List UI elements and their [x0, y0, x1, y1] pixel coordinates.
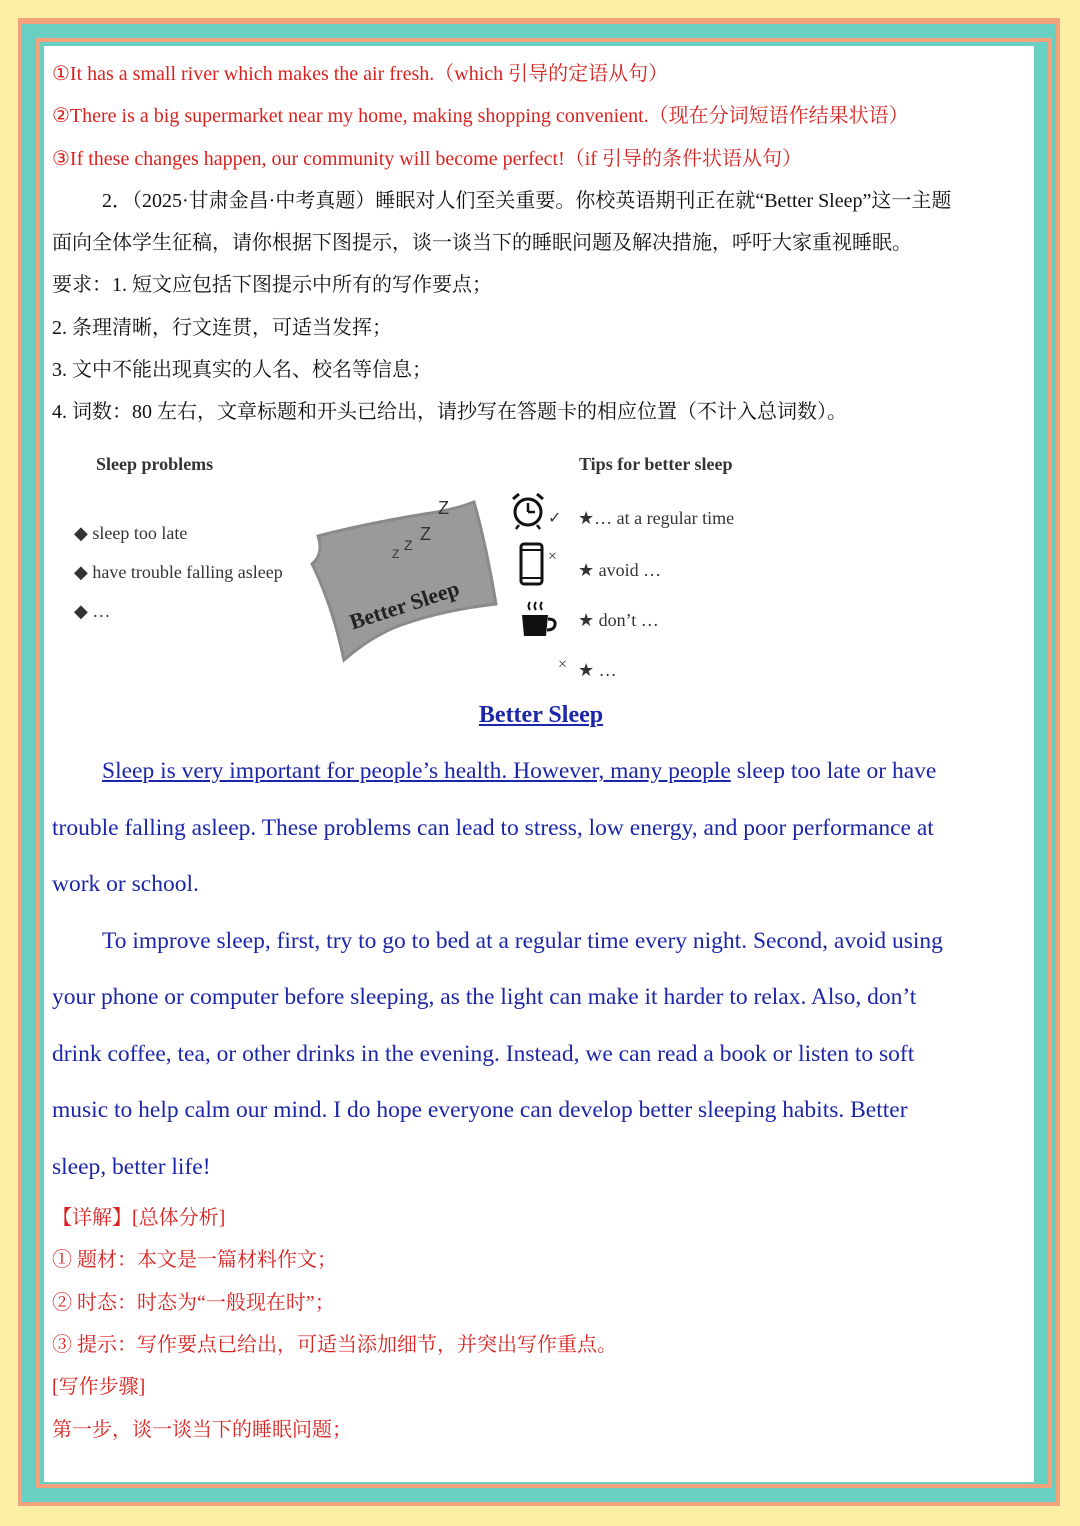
essay-paragraph-2-line-1: To improve sleep, first, try to go to bed at a regular time every night. Second, avoid using	[102, 928, 943, 954]
zzz-letter: Z	[392, 547, 400, 561]
analysis-point-2: ② 时态：时态为“一般现在时”；	[52, 1292, 335, 1314]
alarm-clock-icon	[508, 490, 548, 530]
requirement-3: 3. 文中不能出现真实的人名、校名等信息；	[52, 359, 432, 381]
analysis-point-1: ① 题材：本文是一篇材料作文；	[52, 1249, 337, 1271]
pillow-illustration	[304, 484, 504, 664]
tip-item: ★… at a regular time	[578, 508, 735, 528]
essay-line: trouble falling asleep. These problems can lead to stress, low energy, and poor performance at	[52, 815, 934, 841]
requirement-1: 要求：1. 短文应包括下图提示中所有的写作要点；	[52, 274, 492, 296]
writing-steps-header: [写作步骤]	[52, 1376, 146, 1398]
problem-item: ◆ have trouble falling asleep	[74, 562, 283, 582]
essay-paragraph-1-line-1	[102, 758, 1034, 785]
tip-item: ★ avoid …	[578, 560, 662, 580]
tips-heading: Tips for better sleep	[579, 454, 733, 474]
requirement-4: 4. 词数：80 左右，文章标题和开头已给出，请抄写在答题卡的相应位置（不计入总词数）。	[52, 401, 847, 423]
tip-item: ★ …	[578, 660, 617, 680]
tip-item: ★ don’t …	[578, 610, 659, 630]
example-sentence-2: ②There is a big supermarket near my home, making shopping convenient.（现在分词短语作结果状语）	[52, 105, 909, 127]
example-sentence-3: ③If these changes happen, our community will become perfect!（if 引导的条件状语从句）	[52, 148, 802, 170]
analysis-header: 【详解】[总体分析]	[52, 1207, 226, 1229]
essay-line: your phone or computer before sleeping, as the light can make it harder to relax. Also, don’t	[52, 984, 917, 1010]
coffee-cup-icon	[518, 598, 558, 642]
pillow-label: Better Sleep	[346, 575, 463, 635]
requirement-2: 2. 条理清晰，行文连贯，可适当发挥；	[52, 317, 392, 339]
essay-line: work or school.	[52, 871, 199, 897]
essay-line: music to help calm our mind. I do hope everyone can develop better sleeping habits. Better	[52, 1097, 908, 1123]
example-sentence-1: ①It has a small river which makes the air fresh.（which 引导的定语从句）	[52, 63, 669, 85]
check-mark-icon: ✓	[548, 510, 562, 527]
zzz-letter: Z	[420, 524, 431, 544]
essay-line: sleep, better life!	[52, 1154, 211, 1180]
essay-text: sleep too late or have	[730, 758, 937, 784]
analysis-point-3: ③ 提示：写作要点已给出，可适当添加细节，并突出写作重点。	[52, 1334, 617, 1356]
problem-item: ◆ …	[74, 601, 111, 621]
question-line-2: 面向全体学生征稿，请你根据下图提示，谈一谈当下的睡眠问题及解决措施，呼吁大家重视睡眠。	[52, 232, 912, 254]
essay-title: Better Sleep	[478, 702, 604, 728]
document-page	[44, 46, 1034, 1482]
sleep-problems-heading: Sleep problems	[96, 454, 214, 474]
writing-step-1: 第一步，谈一谈当下的睡眠问题；	[52, 1419, 352, 1441]
problem-item: ◆ sleep too late	[74, 523, 188, 543]
question-line-1: 2．（2025·甘肃金昌·中考真题）睡眠对人们至关重要。你校英语期刊正在就“Better Sleep”这一主题	[102, 190, 952, 212]
given-opening: Sleep is very important for people’s health. However, many people	[102, 758, 731, 784]
cross-mark-icon: ×	[548, 548, 558, 565]
cross-mark-icon: ×	[558, 656, 568, 673]
zzz-letter: Z	[438, 498, 449, 518]
phone-icon	[518, 542, 546, 586]
essay-line: drink coffee, tea, or other drinks in the evening. Instead, we can read a book or listen to soft	[52, 1041, 915, 1067]
prompt-figure	[52, 446, 1030, 696]
zzz-letter: Z	[404, 537, 413, 553]
